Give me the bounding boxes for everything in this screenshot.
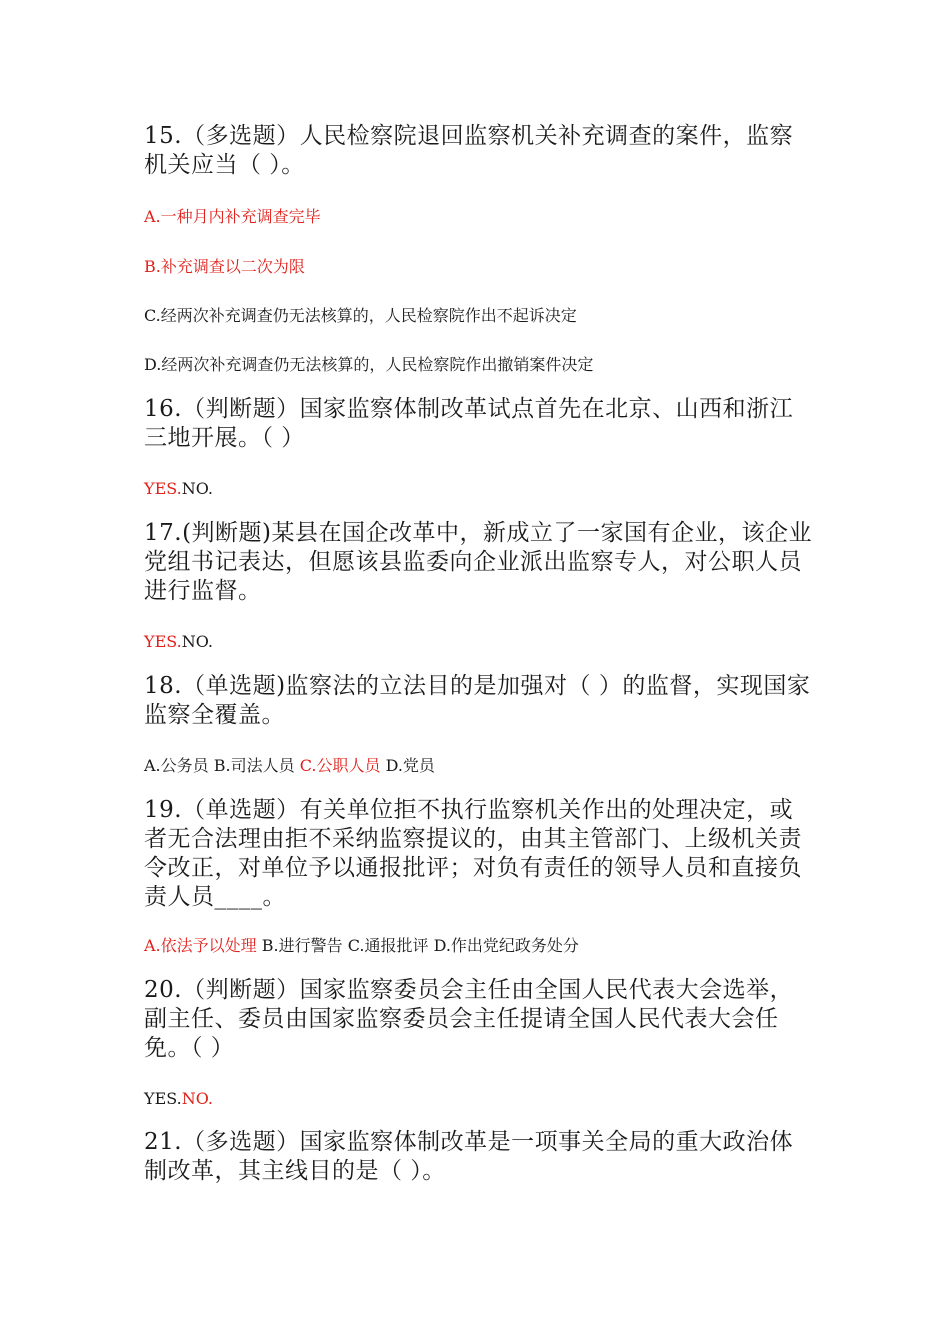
question-16-options (144, 479, 814, 499)
question-19-option-a: A.依法予以处理 (144, 936, 257, 955)
question-21-stem: 21.（多选题）国家监察体制改革是一项事关全局的重大政治体制改革，其主线目的是（ ）。 (144, 1129, 794, 1184)
question-15-option-a: A.一种月内补充调查完毕 (144, 207, 321, 226)
question-19-stem: 19.（单选题）有关单位拒不执行监察机关作出的处理决定，或者无合法理由拒不采纳监察提议的，由其主管部门、上级机关责令改正，对单位予以通报批评；对负有责任的领导人员和直接负责人员____。 (144, 797, 802, 910)
question-18-option-b: B.司法人员 (213, 756, 295, 775)
question-19-options (144, 936, 814, 956)
question-20-option-yes: YES. (144, 1089, 182, 1108)
question-20-options (144, 1089, 814, 1109)
question-19-option-d: D.作出党纪政务处分 (433, 936, 579, 955)
question-16-stem: 16.（判断题）国家监察体制改革试点首先在北京、山西和浙江三地开展。（ ） (144, 396, 794, 451)
question-17-options (144, 632, 814, 652)
question-18-options (144, 756, 814, 776)
question-17-stem: 17.(判断题)某县在国企改革中，新成立了一家国有企业，该企业党组书记表达，但愿该县监委向企业派出监察专人，对公职人员进行监督。 (144, 520, 813, 604)
question-17-option-yes: YES. (144, 632, 182, 651)
question-18-option-c: C.公职人员 (299, 756, 381, 775)
question-20-stem: 20.（判断题）国家监察委员会主任由全国人民代表大会选举，副主任、委员由国家监察委员会主任提请全国人民代表大会任免。（ ） (144, 977, 794, 1061)
question-19-option-c: C.通报批评 (347, 936, 429, 955)
question-15-option-c: C.经两次补充调查仍无法核算的，人民检察院作出不起诉决定 (144, 306, 577, 325)
question-18-option-d: D.党员 (385, 756, 435, 775)
question-20-option-no: NO. (181, 1089, 213, 1108)
question-18-option-a: A.公务员 (144, 756, 209, 775)
question-15-option-b: B.补充调查以二次为限 (144, 257, 305, 276)
question-16-option-no: NO. (181, 479, 213, 498)
question-15-stem: 15.（多选题）人民检察院退回监察机关补充调查的案件，监察机关应当（ ）。 (144, 123, 794, 178)
question-16-option-yes: YES. (144, 479, 182, 498)
question-15-option-d: D.经两次补充调查仍无法核算的，人民检察院作出撤销案件决定 (144, 355, 594, 374)
question-19-option-b: B.进行警告 (261, 936, 343, 955)
question-17-option-no: NO. (181, 632, 213, 651)
question-18-stem: 18.（单选题)监察法的立法目的是加强对（ ）的监督，实现国家监察全覆盖。 (144, 673, 811, 728)
